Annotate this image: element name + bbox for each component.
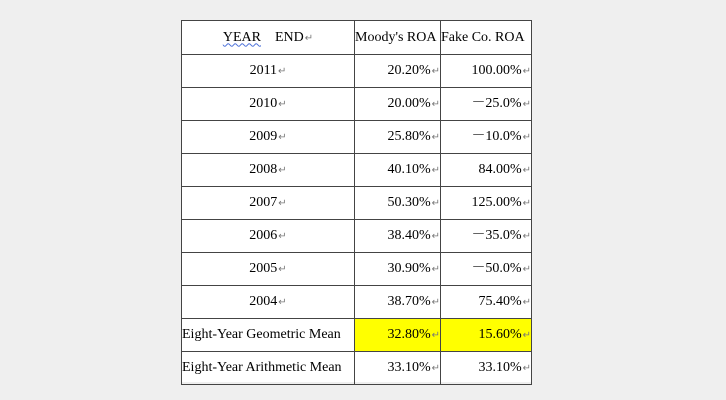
paragraph-mark-icon: ↵ [304, 32, 314, 44]
fake-co-roa-cell [441, 220, 532, 253]
paragraph-mark-icon: ↵ [431, 132, 440, 143]
table-row [182, 286, 532, 319]
year-value: 2007 [249, 195, 278, 210]
moodys-arithmetic-mean-value: 33.10% [387, 360, 431, 375]
moodys-roa-value: 38.40% [387, 228, 431, 243]
arithmetic-mean-label: Eight-Year Arithmetic Mean [182, 352, 355, 385]
header-fake-co-roa: Fake Co. ROA [441, 21, 532, 55]
year-cell [182, 253, 355, 286]
fake-co-roa-value: 125.00% [471, 195, 522, 210]
document-page [181, 20, 531, 382]
moodys-roa-cell [355, 154, 441, 187]
year-cell [182, 286, 355, 319]
paragraph-mark-icon: ↵ [522, 363, 531, 374]
table-row [182, 220, 532, 253]
header-year-end [182, 21, 355, 55]
year-value: 2006 [249, 228, 278, 243]
moodys-roa-cell [355, 121, 441, 154]
paragraph-mark-icon: ↵ [278, 198, 287, 209]
fake-co-roa-cell [441, 286, 532, 319]
paragraph-mark-icon: ↵ [278, 99, 287, 110]
paragraph-mark-icon: ↵ [278, 165, 287, 176]
moodys-roa-value: 40.10% [387, 162, 431, 177]
paragraph-mark-icon: ↵ [522, 66, 531, 77]
header-year-text: YEAR [222, 29, 261, 45]
year-value: 2009 [249, 129, 278, 144]
year-cell [182, 154, 355, 187]
fake-co-geometric-mean-cell [441, 319, 532, 352]
paragraph-mark-icon: ↵ [431, 198, 440, 209]
paragraph-mark-icon: ↵ [278, 231, 287, 242]
moodys-roa-value: 38.70% [387, 294, 431, 309]
paragraph-mark-icon: ↵ [431, 231, 440, 242]
paragraph-mark-icon: ↵ [522, 231, 531, 242]
table-row [182, 253, 532, 286]
fake-co-roa-value: －25.0% [471, 96, 522, 111]
fake-co-roa-cell [441, 154, 532, 187]
moodys-geometric-mean-value: 32.80% [387, 327, 431, 342]
header-moodys-roa: Moody's ROA [355, 21, 441, 55]
fake-co-roa-value: 84.00% [478, 162, 522, 177]
paragraph-mark-icon: ↵ [431, 165, 440, 176]
moodys-roa-value: 20.20% [387, 63, 431, 78]
year-cell [182, 187, 355, 220]
paragraph-mark-icon: ↵ [278, 66, 287, 77]
moodys-roa-cell [355, 286, 441, 319]
fake-co-roa-value: 100.00% [471, 63, 522, 78]
table-header-row [182, 21, 532, 55]
fake-co-arithmetic-mean-cell [441, 352, 532, 385]
table-row [182, 121, 532, 154]
moodys-roa-cell [355, 253, 441, 286]
year-cell [182, 55, 355, 88]
moodys-roa-cell [355, 55, 441, 88]
fake-co-roa-value: －35.0% [471, 228, 522, 243]
paragraph-mark-icon: ↵ [522, 165, 531, 176]
moodys-roa-value: 20.00% [387, 96, 431, 111]
moodys-geometric-mean-cell [355, 319, 441, 352]
year-value: 2010 [249, 96, 278, 111]
fake-co-roa-value: －50.0% [471, 261, 522, 276]
table-row [182, 187, 532, 220]
geometric-mean-row [182, 319, 532, 352]
year-cell [182, 220, 355, 253]
moodys-roa-value: 30.90% [387, 261, 431, 276]
year-value: 2005 [249, 261, 278, 276]
fake-co-roa-value: 75.40% [478, 294, 522, 309]
paragraph-mark-icon: ↵ [522, 330, 531, 341]
year-cell [182, 88, 355, 121]
roa-comparison-table [181, 20, 532, 385]
paragraph-mark-icon: ↵ [278, 264, 287, 275]
moodys-arithmetic-mean-cell [355, 352, 441, 385]
table-row [182, 88, 532, 121]
paragraph-mark-icon: ↵ [431, 297, 440, 308]
fake-co-roa-cell [441, 55, 532, 88]
paragraph-mark-icon: ↵ [431, 330, 440, 341]
fake-co-geometric-mean-value: 15.60% [478, 327, 522, 342]
paragraph-mark-icon: ↵ [522, 99, 531, 110]
year-value: 2011 [249, 63, 278, 78]
moodys-roa-value: 25.80% [387, 129, 431, 144]
fake-co-roa-value: －10.0% [471, 129, 522, 144]
geometric-mean-label: Eight-Year Geometric Mean [182, 319, 355, 352]
arithmetic-mean-row [182, 352, 532, 385]
paragraph-mark-icon: ↵ [278, 132, 287, 143]
fake-co-roa-cell [441, 121, 532, 154]
paragraph-mark-icon: ↵ [522, 297, 531, 308]
moodys-roa-cell [355, 88, 441, 121]
paragraph-mark-icon: ↵ [278, 297, 287, 308]
moodys-roa-value: 50.30% [387, 195, 431, 210]
paragraph-mark-icon: ↵ [431, 264, 440, 275]
fake-co-arithmetic-mean-value: 33.10% [478, 360, 522, 375]
paragraph-mark-icon: ↵ [431, 66, 440, 77]
table-row [182, 154, 532, 187]
fake-co-roa-cell [441, 187, 532, 220]
paragraph-mark-icon: ↵ [522, 198, 531, 209]
moodys-roa-cell [355, 187, 441, 220]
year-value: 2004 [249, 294, 278, 309]
paragraph-mark-icon: ↵ [522, 132, 531, 143]
year-cell [182, 121, 355, 154]
table-row [182, 55, 532, 88]
moodys-roa-cell [355, 220, 441, 253]
paragraph-mark-icon: ↵ [431, 363, 440, 374]
paragraph-mark-icon: ↵ [522, 264, 531, 275]
paragraph-mark-icon: ↵ [431, 99, 440, 110]
fake-co-roa-cell [441, 88, 532, 121]
header-end-text: END [274, 29, 304, 45]
fake-co-roa-cell [441, 253, 532, 286]
year-value: 2008 [249, 162, 278, 177]
